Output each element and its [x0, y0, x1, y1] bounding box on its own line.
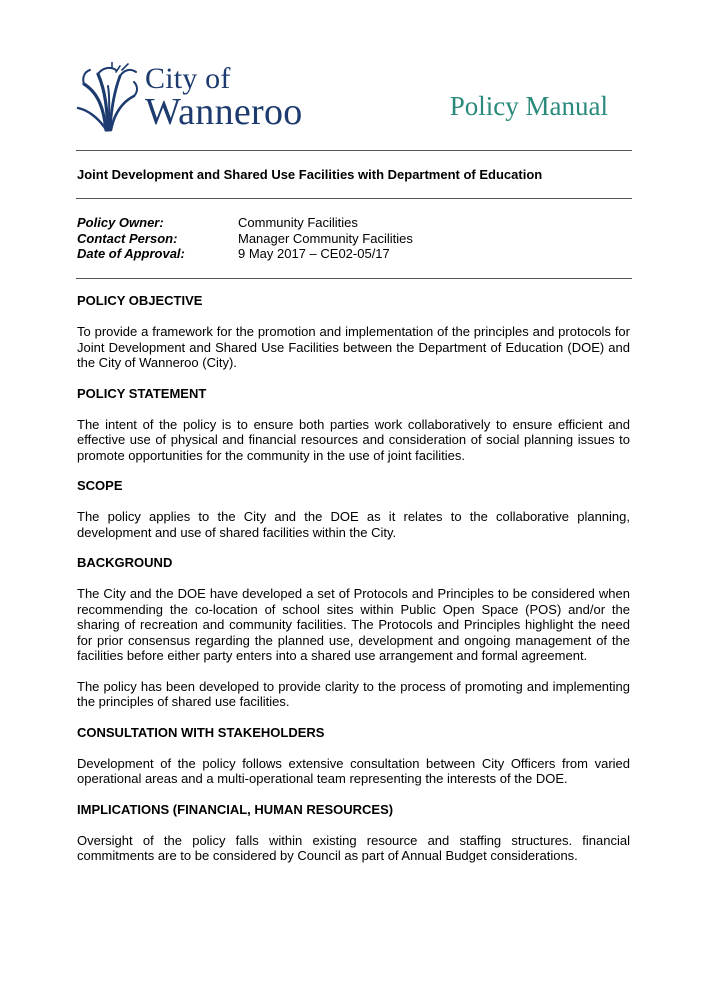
meta-value: Community Facilities	[238, 215, 358, 230]
meta-label: Contact Person:	[77, 230, 178, 246]
section-heading: BACKGROUND	[77, 555, 173, 570]
policy-manual-title: Policy Manual	[449, 91, 608, 121]
section-consultation	[77, 725, 630, 787]
section-implications	[77, 802, 630, 864]
section-heading: SCOPE	[77, 478, 123, 493]
section-policy-statement	[77, 386, 630, 464]
policy-meta-table	[77, 215, 413, 262]
section-paragraph: Oversight of the policy falls within existing resource and staffing structures. financial commitments are to be considered by Council as part of Annual Budget considerations.	[77, 832, 630, 863]
section-heading: IMPLICATIONS (FINANCIAL, HUMAN RESOURCES)	[77, 801, 394, 817]
section-policy-objective	[77, 293, 630, 371]
section-background	[77, 555, 630, 710]
divider-below-meta	[76, 278, 632, 279]
divider-below-title	[76, 198, 632, 199]
section-paragraph: To provide a framework for the promotion and implementation of the principles and protocols for Joint Development and Shared Use Facilities between the Department of Education (DOE) and the City of Wanneroo (City).	[77, 324, 630, 370]
section-paragraph: The intent of the policy is to ensure both parties work collaboratively to ensure efficient and effective use of physical and financial resources and consideration of social planning issues to promote opportunities for the community in the use of joint facilities.	[77, 416, 630, 463]
section-heading: CONSULTATION WITH STAKEHOLDERS	[77, 724, 325, 740]
policy-title: Joint Development and Shared Use Facilities with Department of Education	[77, 167, 543, 182]
meta-label: Policy Owner:	[77, 215, 164, 230]
section-paragraph: The policy applies to the City and the DOE as it relates to the collaborative planning, development and use of shared facilities within the City.	[77, 509, 630, 540]
grass-tree-emblem-icon	[76, 62, 140, 132]
meta-label: Date of Approval:	[77, 246, 185, 261]
meta-value: Manager Community Facilities	[238, 230, 413, 246]
section-paragraph: The City and the DOE have developed a set of Protocols and Principles to be considered when recommending the co-location of school sites within Public Open Space (POS) and/or the sharing of recreation and community facilities. The Protocols and Principles highlight the need for prior consensus regarding the planned use, development and ongoing management of the facilities before either party enters into a shared use arrangement and formal agreement.	[77, 586, 630, 663]
section-heading: POLICY OBJECTIVE	[77, 293, 203, 308]
policy-body	[77, 293, 630, 879]
page-header	[0, 0, 706, 150]
meta-row-contact-person	[77, 231, 413, 247]
logo-text-city-of: City of	[145, 62, 231, 95]
section-paragraph: The policy has been developed to provide clarity to the process of promoting and implementing the principles of shared use facilities.	[77, 678, 630, 709]
section-paragraph: Development of the policy follows extensive consultation between City Officers from varied operational areas and a multi-operational team representing the interests of the DOE.	[77, 755, 630, 786]
section-scope	[77, 478, 630, 540]
meta-row-policy-owner	[77, 215, 413, 231]
logo-text-wanneroo: Wanneroo	[145, 91, 303, 133]
divider-top	[76, 150, 632, 151]
city-of-wanneroo-logo	[76, 62, 326, 136]
section-heading: POLICY STATEMENT	[77, 385, 207, 401]
meta-row-date-of-approval	[77, 246, 413, 262]
meta-value: 9 May 2017 – CE02-05/17	[238, 246, 390, 261]
